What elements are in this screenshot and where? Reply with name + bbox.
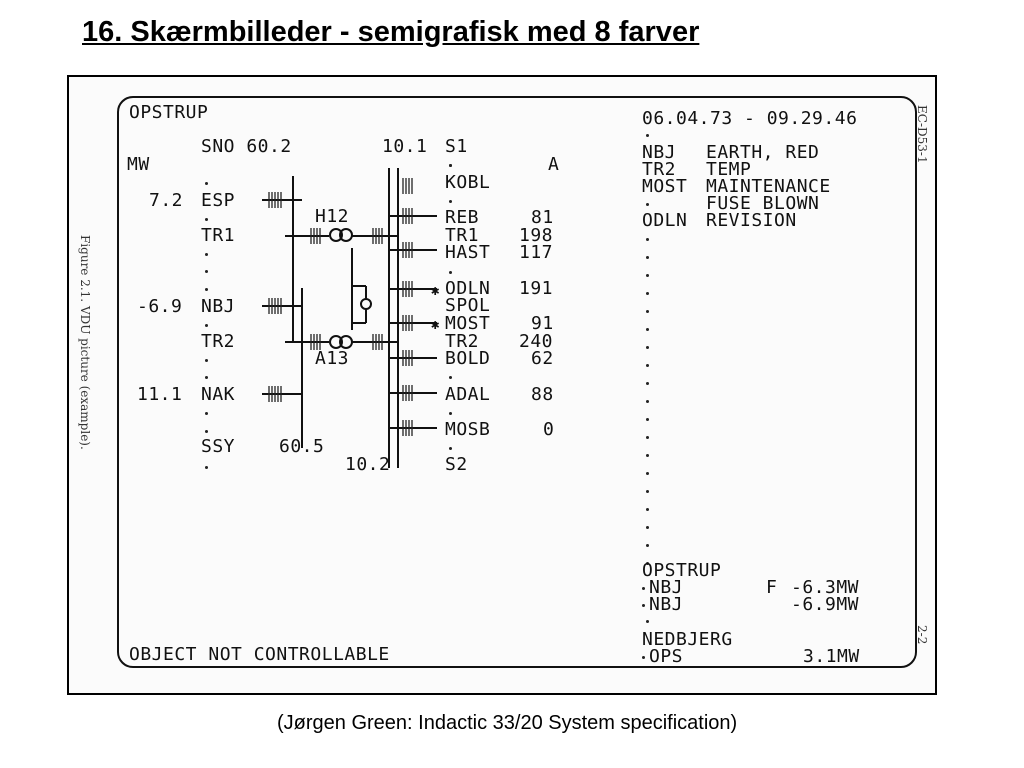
summary-row-flag: F — [766, 577, 778, 598]
feeder-name-hast: HAST — [445, 242, 491, 263]
placeholder-dot — [205, 288, 208, 291]
feeder-name-tr2-left: TR2 — [201, 331, 236, 352]
placeholder-dot — [205, 182, 208, 185]
feeder-name-reb: REB — [445, 207, 480, 228]
alarm-text: TEMP — [706, 159, 752, 180]
screen-heading: OPSTRUP — [129, 102, 209, 123]
summary-row-value: -6.3MW — [791, 577, 860, 598]
alarm-text: FUSE BLOWN — [706, 193, 820, 214]
section-label-top: S1 — [445, 136, 468, 157]
summary-row-name: NBJ — [649, 577, 684, 598]
vdu-screen — [117, 96, 917, 668]
placeholder-dot — [646, 274, 649, 277]
feeder-name-nak: NAK — [201, 384, 236, 405]
placeholder-dot — [205, 412, 208, 415]
placeholder-dot — [646, 454, 649, 457]
placeholder-dot — [449, 376, 452, 379]
scanned-figure — [67, 75, 937, 695]
feeder-value-nbj: -6.9 — [137, 296, 183, 317]
feeder-value-adal: 88 — [531, 384, 554, 405]
placeholder-dot — [449, 164, 452, 167]
busbar-label-top-left: SNO 60.2 — [201, 136, 292, 157]
transformer-label-bottom: A13 — [315, 348, 350, 369]
placeholder-dot — [449, 412, 452, 415]
placeholder-dot — [646, 490, 649, 493]
feeder-name-mosb: MOSB — [445, 419, 491, 440]
feeder-value-esp: 7.2 — [149, 190, 184, 211]
feeder-name-tr1-left: TR1 — [201, 225, 236, 246]
feeder-value-hast: 117 — [519, 242, 554, 263]
feeder-value-reb: 81 — [531, 207, 554, 228]
alarm-marker-icon: ✱ — [431, 317, 440, 333]
placeholder-dot — [646, 364, 649, 367]
busbar-value-bottom-left: 60.5 — [279, 436, 325, 457]
alarm-marker-icon: ✱ — [431, 283, 440, 299]
placeholder-dot — [205, 218, 208, 221]
placeholder-dot — [205, 466, 208, 469]
feeder-name-tr2-right: TR2 — [445, 331, 480, 352]
placeholder-dot — [646, 508, 649, 511]
placeholder-dot — [646, 436, 649, 439]
placeholder-dot — [646, 292, 649, 295]
section-value-top: A — [548, 154, 560, 175]
alarm-code: NBJ — [642, 142, 677, 163]
placeholder-dot — [205, 324, 208, 327]
placeholder-dot — [646, 256, 649, 259]
summary-station-2: NEDBJERG — [642, 629, 733, 650]
feeder-value-tr1: 198 — [519, 225, 554, 246]
feeder-name-spol: SPOL — [445, 295, 491, 316]
placeholder-dot — [449, 447, 452, 450]
summary-row-name: OPS — [649, 646, 684, 667]
document-reference-top: EC-D53-1 — [915, 105, 929, 164]
status-message: OBJECT NOT CONTROLLABLE — [129, 644, 390, 665]
busbar-label-top-right: 10.1 — [382, 136, 428, 157]
busbar-label-bottom-left: SSY — [201, 436, 236, 457]
placeholder-dot — [646, 310, 649, 313]
placeholder-dot — [646, 382, 649, 385]
summary-station-1: OPSTRUP — [642, 560, 722, 581]
busbar-label-bottom-right: 10.2 — [345, 454, 391, 475]
feeder-name-odln: ODLN — [445, 278, 491, 299]
summary-row-value: 3.1MW — [803, 646, 860, 667]
placeholder-dot — [205, 359, 208, 362]
placeholder-dot — [646, 418, 649, 421]
placeholder-dot — [205, 430, 208, 433]
feeder-value-nak: 11.1 — [137, 384, 183, 405]
figure-caption-vertical: Figure 2.1. VDU picture (example). — [78, 235, 92, 450]
document-reference-bottom: 2-2 — [915, 625, 929, 645]
breaker-kobl — [403, 178, 412, 194]
unit-label: MW — [127, 154, 150, 175]
placeholder-dot — [646, 328, 649, 331]
placeholder-dot — [642, 656, 645, 659]
source-caption: (Jørgen Green: Indactic 33/20 System specification) — [277, 712, 738, 734]
feeder-value-tr2: 240 — [519, 331, 554, 352]
placeholder-dot — [646, 544, 649, 547]
placeholder-dot — [642, 604, 645, 607]
placeholder-dot — [646, 203, 649, 206]
placeholder-dot — [449, 271, 452, 274]
placeholder-dot — [646, 346, 649, 349]
transformer-label-top: H12 — [315, 206, 350, 227]
feeder-value-odln: 191 — [519, 278, 554, 299]
placeholder-dot — [646, 134, 649, 137]
feeder-name-tr1-right: TR1 — [445, 225, 480, 246]
placeholder-dot — [646, 400, 649, 403]
placeholder-dot — [646, 620, 649, 623]
feeder-value-mosb: 0 — [543, 419, 555, 440]
placeholder-dot — [646, 526, 649, 529]
slide-title: 16. Skærmbilleder - semigrafisk med 8 farver — [82, 16, 700, 48]
placeholder-dot — [449, 200, 452, 203]
placeholder-dot — [205, 376, 208, 379]
placeholder-dot — [205, 253, 208, 256]
alarm-code: MOST — [642, 176, 688, 197]
alarm-text: REVISION — [706, 210, 797, 231]
feeder-name-most: MOST — [445, 313, 491, 334]
alarm-code: TR2 — [642, 159, 677, 180]
summary-row-value: -6.9MW — [791, 594, 860, 615]
section-label-bottom: S2 — [445, 454, 468, 475]
alarm-text: MAINTENANCE — [706, 176, 831, 197]
feeder-value-most: 91 — [531, 313, 554, 334]
placeholder-dot — [646, 472, 649, 475]
feeder-name-nbj: NBJ — [201, 296, 236, 317]
alarm-text: EARTH, RED — [706, 142, 820, 163]
placeholder-dot — [646, 238, 649, 241]
placeholder-dot — [205, 270, 208, 273]
date-time: 06.04.73 - 09.29.46 — [642, 108, 858, 129]
feeder-name-adal: ADAL — [445, 384, 491, 405]
alarm-code: ODLN — [642, 210, 688, 231]
feeder-value-bold: 62 — [531, 348, 554, 369]
feeder-name-bold: BOLD — [445, 348, 491, 369]
feeder-name-esp: ESP — [201, 190, 236, 211]
summary-row-name: NBJ — [649, 594, 684, 615]
placeholder-dot — [642, 587, 645, 590]
feeder-name-kobl: KOBL — [445, 172, 491, 193]
